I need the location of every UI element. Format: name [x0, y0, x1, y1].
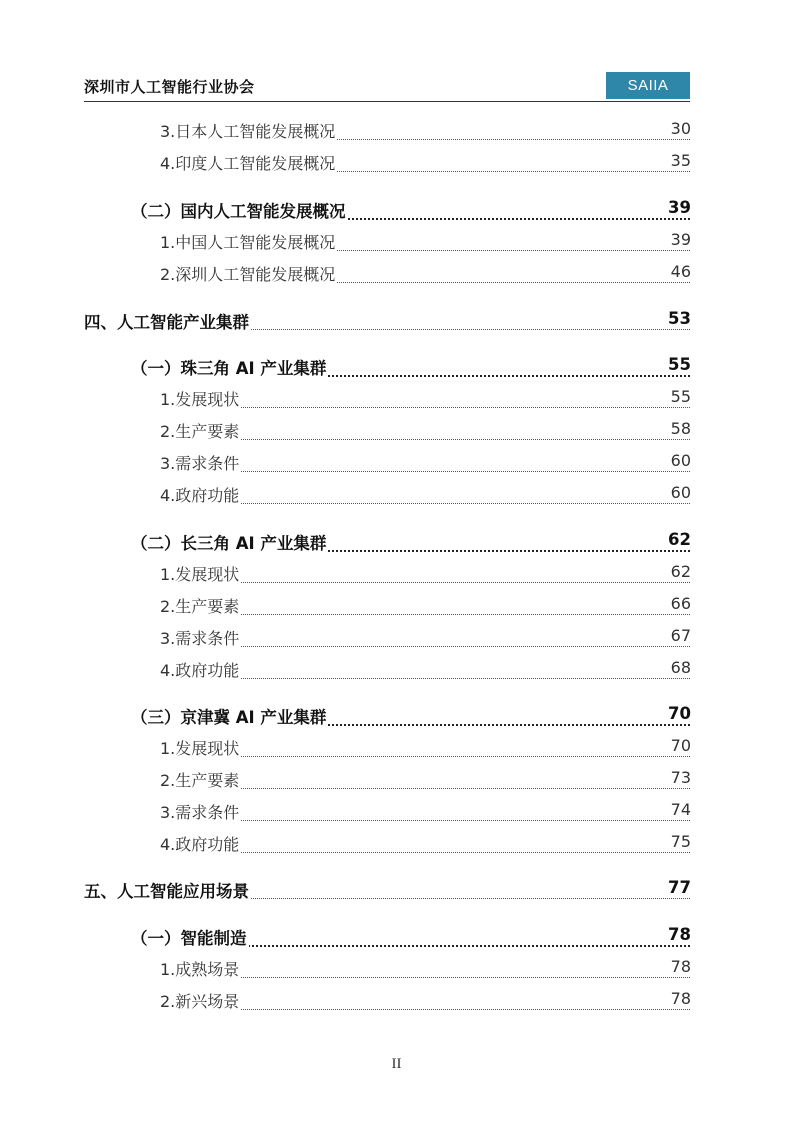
toc-entry-page-number: 60: [670, 483, 691, 502]
toc-entry-title: 4.政府功能: [160, 832, 241, 855]
toc-entry-page-number: 55: [670, 387, 691, 406]
toc-entry-page-number: 70: [670, 736, 691, 755]
toc-entry-title: 1.中国人工智能发展概况: [160, 230, 337, 253]
toc-entry-page-number: 60: [670, 451, 691, 470]
toc-entry-page-number: 73: [670, 768, 691, 787]
toc-entry[interactable]: [0, 530, 793, 556]
toc-entry[interactable]: [0, 230, 793, 256]
toc-entry-page-number: 78: [668, 925, 691, 944]
toc-entry[interactable]: [0, 151, 793, 177]
toc-entry-title: 2.深圳人工智能发展概况: [160, 262, 337, 285]
toc-entry-page-number: 53: [668, 309, 691, 328]
toc-entry[interactable]: [0, 309, 793, 335]
toc-entry[interactable]: [0, 878, 793, 904]
toc-entry[interactable]: [0, 355, 793, 381]
toc-entry-title: 四、人工智能产业集群: [84, 309, 251, 333]
toc-entry-page-number: 68: [670, 658, 691, 677]
toc-entry-title: （一）珠三角 AI 产业集群: [131, 355, 328, 379]
toc-entry[interactable]: [0, 925, 793, 951]
toc-entry-title: 2.生产要素: [160, 768, 241, 791]
toc-entry-title: 2.生产要素: [160, 594, 241, 617]
toc-entry[interactable]: [0, 957, 793, 983]
toc-entry-title: 4.政府功能: [160, 658, 241, 681]
toc-entry[interactable]: [0, 832, 793, 858]
toc-entry-page-number: 77: [668, 878, 691, 897]
toc-entry-page-number: 46: [670, 262, 691, 281]
toc-entry[interactable]: [0, 768, 793, 794]
toc-entry-title: 3.需求条件: [160, 451, 241, 474]
toc-entry-title: 2.生产要素: [160, 419, 241, 442]
organization-badge: SAIIA: [606, 72, 690, 99]
toc-entry-page-number: 39: [670, 230, 691, 249]
toc-entry[interactable]: [0, 658, 793, 684]
toc-entry-page-number: 66: [670, 594, 691, 613]
toc-entry[interactable]: [0, 419, 793, 445]
toc-entry-title: 五、人工智能应用场景: [84, 878, 251, 902]
toc-entry-title: 1.成熟场景: [160, 957, 241, 980]
toc-entry-title: 1.发展现状: [160, 736, 241, 759]
toc-entry[interactable]: [0, 198, 793, 224]
toc-entry-title: 2.新兴场景: [160, 989, 241, 1012]
header-title: 深圳市人工智能行业协会: [84, 78, 255, 96]
toc-entry-page-number: 70: [668, 704, 691, 723]
toc-entry[interactable]: [0, 262, 793, 288]
toc-entry-page-number: 75: [670, 832, 691, 851]
toc-entry[interactable]: [0, 594, 793, 620]
page-number: II: [391, 1056, 402, 1072]
toc-entry[interactable]: [0, 736, 793, 762]
toc-entry[interactable]: [0, 704, 793, 730]
toc-entry[interactable]: [0, 562, 793, 588]
toc-entry[interactable]: [0, 387, 793, 413]
toc-entry-page-number: 35: [670, 151, 691, 170]
toc-entry[interactable]: [0, 451, 793, 477]
toc-entry-page-number: 74: [670, 800, 691, 819]
toc-entry-title: 3.日本人工智能发展概况: [160, 119, 337, 142]
toc-entry[interactable]: [0, 119, 793, 145]
toc-entry-page-number: 30: [670, 119, 691, 138]
toc-entry[interactable]: [0, 483, 793, 509]
toc-entry-page-number: 78: [670, 989, 691, 1008]
toc-entry-page-number: 78: [670, 957, 691, 976]
toc-entry-title: 4.政府功能: [160, 483, 241, 506]
toc-entry[interactable]: [0, 626, 793, 652]
toc-entry-page-number: 62: [670, 562, 691, 581]
toc-entry-page-number: 55: [668, 355, 691, 374]
toc-entry-title: （三）京津冀 AI 产业集群: [131, 704, 328, 728]
toc-entry-title: （二）国内人工智能发展概况: [131, 198, 348, 222]
toc-entry-title: 1.发展现状: [160, 387, 241, 410]
toc-entry-page-number: 67: [670, 626, 691, 645]
toc-entry-title: （一）智能制造: [131, 925, 249, 949]
toc-entry-title: 3.需求条件: [160, 800, 241, 823]
toc-entry[interactable]: [0, 800, 793, 826]
toc-entry[interactable]: [0, 989, 793, 1015]
toc-entry-page-number: 58: [670, 419, 691, 438]
toc-entry-page-number: 39: [668, 198, 691, 217]
toc-entry-page-number: 62: [668, 530, 691, 549]
toc-entry-title: （二）长三角 AI 产业集群: [131, 530, 328, 554]
toc-entry-title: 4.印度人工智能发展概况: [160, 151, 337, 174]
toc-entry-title: 3.需求条件: [160, 626, 241, 649]
toc-entry-title: 1.发展现状: [160, 562, 241, 585]
